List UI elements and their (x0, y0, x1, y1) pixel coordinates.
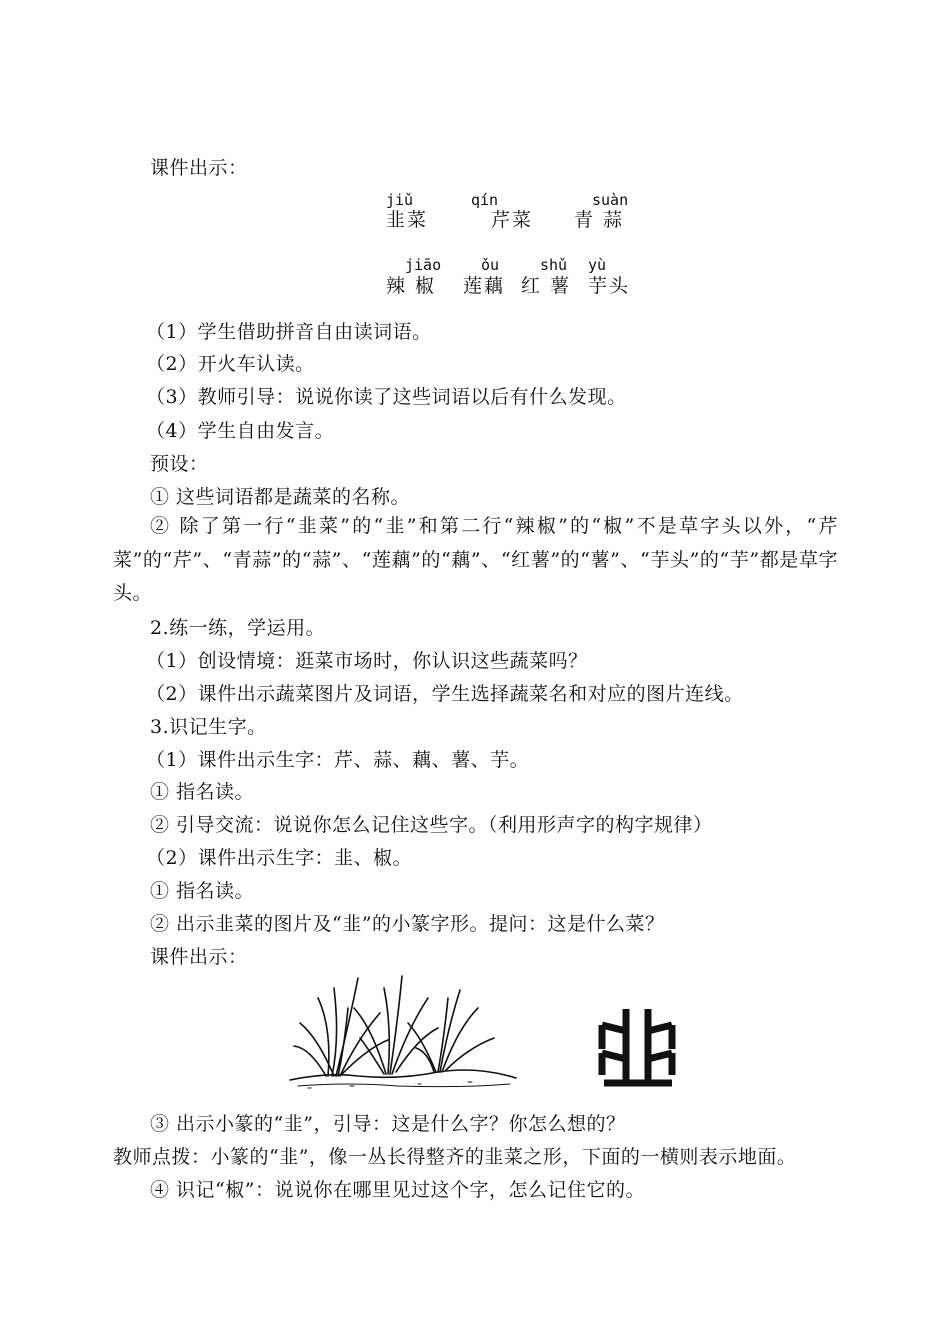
pinyin-ou: ǒu (481, 256, 500, 274)
section-2-title: 2.练一练，学运用。 (150, 617, 326, 639)
word-qingsuan: 青 蒜 (574, 209, 625, 231)
section-3-item-2: ① 指名读。 (150, 781, 255, 803)
preset-2: ② 除了第一行“韭菜”的“韭”和第二行“辣椒”的“椒”不是草字头以外，“芹菜”的“芹”、“青蒜”的“蒜”、“莲藕”的“藕”、“红薯”的“薯”、“芋头”的“芋”都是草字头。 (113, 515, 838, 604)
word-yutou: 芋头 (588, 275, 631, 297)
step-3: （3）教师引导：说说你读了这些词语以后有什么发现。 (146, 386, 627, 408)
teacher-note: 教师点拨：小篆的“韭”，像一丛长得整齐的韭菜之形，下面的一横则表示地面。 (113, 1146, 797, 1168)
word-lianou: 莲藕 (463, 275, 506, 297)
section-3-item-4: （2）课件出示生字：韭、椒。 (146, 847, 413, 869)
pinyin-yu: yù (588, 256, 607, 274)
pinyin-shu: shǔ (540, 256, 568, 274)
intro-label: 课件出示： (150, 157, 248, 179)
step-1: （1）学生借助拼音自由读词语。 (146, 321, 432, 343)
section-3-item-6: ② 出示韭菜的图片及“韭”的小篆字形。提问：这是什么菜？ (150, 913, 665, 935)
preset-label: 预设： (150, 453, 209, 475)
pinyin-jiu: jiǔ (386, 191, 414, 209)
word-lajiao: 辣 椒 (386, 275, 437, 297)
seal-script-jiu (596, 1005, 678, 1089)
after-image-item: ③ 出示小篆的“韭”，引导：这是什么字？你怎么想的？ (150, 1113, 626, 1135)
section-3-item-3: ② 引导交流：说说你怎么记住这些字。（利用形声字的构字规律） (150, 814, 713, 836)
preset-1: ① 这些词语都是蔬菜的名称。 (150, 486, 411, 508)
word-jiucai: 韭菜 (386, 209, 429, 231)
section-3-title: 3.识记生字。 (150, 716, 267, 738)
section-3-item-1: （1）课件出示生字：芹、蒜、藕、薯、芋。 (146, 749, 530, 771)
pinyin-jiao: jiāo (405, 256, 442, 274)
last-item: ④ 识记“椒”：说说你在哪里见过这个字，怎么记住它的。 (150, 1179, 645, 1201)
chive-illustration (288, 968, 518, 1098)
word-qincai: 芹菜 (491, 209, 534, 231)
section-3-item-5: ① 指名读。 (150, 880, 255, 902)
section-2-item-1: （1）创设情境：逛菜市场时，你认识这些蔬菜吗？ (146, 650, 588, 672)
step-2: （2）开火车认读。 (146, 353, 315, 375)
word-hongshu: 红 薯 (521, 275, 572, 297)
pinyin-qin: qín (471, 191, 499, 209)
pinyin-suan: suàn (592, 191, 629, 209)
section-2-item-2: （2）课件出示蔬菜图片及词语，学生选择蔬菜名和对应的图片连线。 (146, 683, 744, 705)
section-3-item-7: 课件出示： (150, 946, 248, 968)
step-4: （4）学生自由发言。 (146, 420, 335, 442)
